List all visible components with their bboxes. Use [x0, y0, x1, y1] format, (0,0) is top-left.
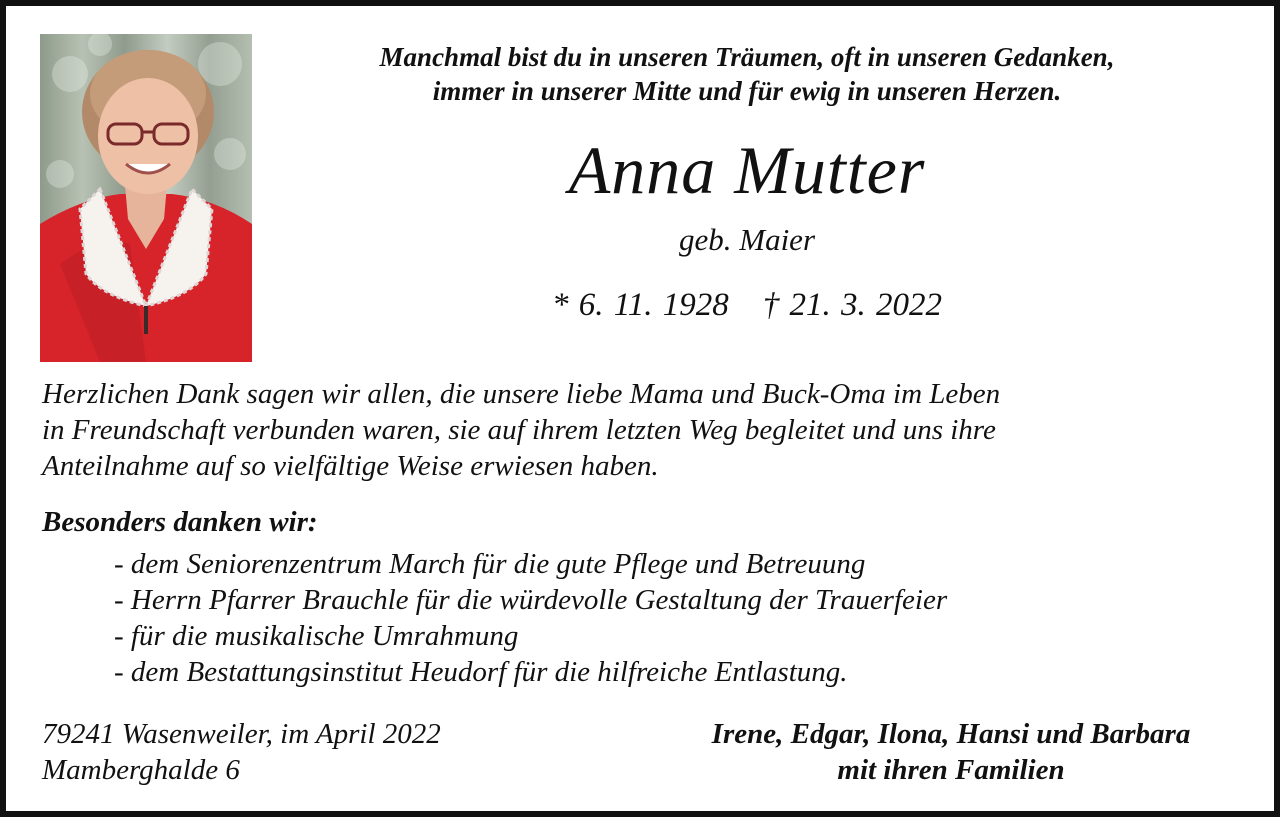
- memorial-motto: [252, 40, 1242, 108]
- thanks-line: in Freundschaft verbunden waren, sie auf ihrem letzten Weg begleitet und uns ihre: [42, 414, 996, 446]
- motto-line-2: immer in unserer Mitte und für ewig in unseren Herzen.: [432, 76, 1062, 106]
- thanks-paragraph: [42, 376, 1242, 484]
- portrait-illustration: [40, 34, 252, 362]
- list-item: - dem Seniorenzentrum March für die gute Pflege und Betreuung: [114, 548, 866, 580]
- signers-line-2: mit ihren Familien: [837, 754, 1065, 786]
- signers-line-1: Irene, Edgar, Ilona, Hansi und Barbara: [711, 718, 1191, 750]
- place-line-1: 79241 Wasenweiler, im April 2022: [42, 718, 441, 750]
- list-item: - Herrn Pfarrer Brauchle für die würdevolle Gestaltung der Trauerfeier: [114, 584, 948, 616]
- motto-line-1: Manchmal bist du in unseren Träumen, oft in unseren Gedanken,: [379, 42, 1115, 72]
- special-thanks-heading: Besonders danken wir:: [42, 506, 318, 538]
- birth-date: * 6. 11. 1928: [551, 287, 729, 323]
- place-line-2: Mamberghalde 6: [42, 754, 240, 786]
- place-and-date: [42, 716, 441, 788]
- deceased-name: Anna Mutter: [568, 132, 926, 208]
- special-thanks-list: [114, 546, 947, 690]
- family-signers: [656, 716, 1246, 788]
- portrait-photo: [40, 34, 252, 362]
- thanks-line: Herzlichen Dank sagen wir allen, die unsere liebe Mama und Buck-Oma im Leben: [42, 378, 1001, 410]
- list-item: - für die musikalische Umrahmung: [114, 620, 519, 652]
- maiden-name: geb. Maier: [678, 222, 816, 257]
- life-dates: [252, 284, 1242, 326]
- thanks-line: Anteilnahme auf so vielfältige Weise erwiesen haben.: [42, 450, 659, 482]
- list-item: - dem Bestattungsinstitut Heudorf für die hilfreiche Entlastung.: [114, 656, 848, 688]
- death-date: † 21. 3. 2022: [762, 287, 943, 323]
